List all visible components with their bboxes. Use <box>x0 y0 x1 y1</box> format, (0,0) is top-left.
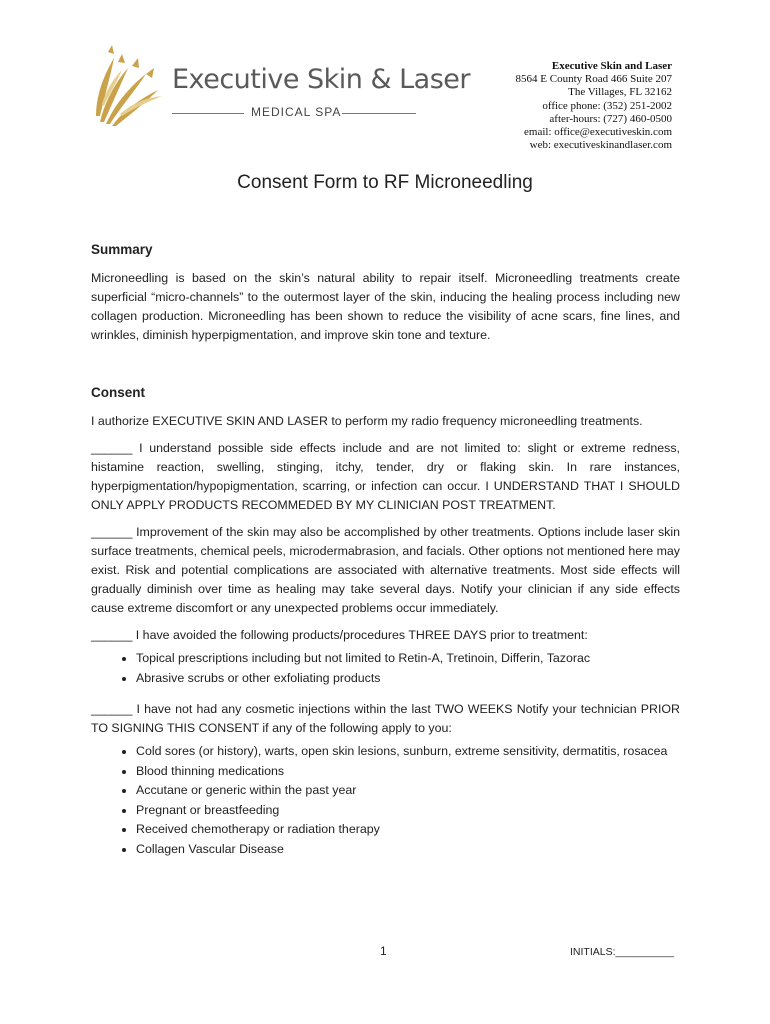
conditions-list <box>91 742 680 859</box>
document-title: Consent Form to RF Microneedling <box>237 172 533 193</box>
summary-paragraph: Microneedling is based on the skin’s natural ability to repair itself. Microneedling treatments create superficial “micro-channels” to the outermost layer of the skin, inducing the healing process including new collagen production. Microneedling has been shown to reduce the visibility of acne scars, fine lines, and wrinkles, diminish hyperpigmentation, and improve skin tone and texture. <box>91 271 680 342</box>
after-hours-phone: after-hours: (727) 460-0500 <box>549 112 672 125</box>
list-item: • Blood thinning medications <box>136 762 680 782</box>
office-phone: office phone: (352) 251-2002 <box>542 99 672 112</box>
website: web: executiveskinandlaser.com <box>529 139 672 152</box>
company-logo <box>92 44 471 128</box>
logo-divider-left <box>172 113 244 114</box>
initials-field[interactable]: INITIALS:__________ <box>570 946 674 958</box>
street-address: 8564 E County Road 466 Suite 207 <box>515 73 672 86</box>
list-item: • Topical prescriptions including but not limited to Retin-A, Tretinoin, Differin, Tazorac <box>136 649 680 669</box>
list-item: • Pregnant or breastfeeding <box>136 801 680 821</box>
consent-heading: Consent <box>91 385 145 400</box>
summary-heading: Summary <box>91 242 153 257</box>
business-name: Executive Skin and Laser <box>551 60 672 72</box>
authorize-statement: I authorize EXECUTIVE SKIN AND LASER to perform my radio frequency microneedling treatments. <box>91 414 643 428</box>
list-item: • Abrasive scrubs or other exfoliating products <box>136 669 680 689</box>
list-item: • Cold sores (or history), warts, open skin lesions, sunburn, extreme sensitivity, dermatitis, rosacea <box>136 742 680 762</box>
logo-brand-text: Executive Skin & Laser <box>172 64 471 95</box>
injections-statement: ______ I have not had any cosmetic injections within the last TWO WEEKS Notify your technician PRIOR TO SIGNING THIS CONSENT if any of the following apply to you: <box>91 702 680 735</box>
wheat-leaf-logo-icon <box>92 44 170 128</box>
list-item: • Accutane or generic within the past year <box>136 781 680 801</box>
city-state-zip: The Villages, FL 32162 <box>568 86 672 99</box>
contact-address-block <box>516 60 672 152</box>
document-body <box>91 240 680 863</box>
logo-divider-right <box>342 113 416 114</box>
avoided-products-list <box>91 649 680 688</box>
page-number: 1 <box>380 944 387 958</box>
avoided-products-statement: ______ I have avoided the following products/procedures THREE DAYS prior to treatment: <box>91 628 588 642</box>
list-item: • Collagen Vascular Disease <box>136 840 680 860</box>
side-effects-statement: ______ I understand possible side effects include and are not limited to: slight or extreme redness, histamine reaction, swelling, stinging, itchy, tender, dry or flaking skin. In rare instances, hyperpigmentation/hypopigmentation, scarring, or infection can occur. I UNDERSTAND THAT I SHOULD ONLY APPLY PRODUCTS RECOMMEDED BY MY CLINICIAN POST TREATMENT. <box>91 441 680 512</box>
email-address: email: office@executiveskin.com <box>524 126 672 139</box>
list-item: • Received chemotherapy or radiation therapy <box>136 820 680 840</box>
alternatives-statement: ______ Improvement of the skin may also be accomplished by other treatments. Options include laser skin surface treatments, chemical peels, microdermabrasion, and facials. Other options not mentioned here may exist. Risk and potential complications are associated with alternative treatments. Most side effects will gradually diminish over time as healing may take several days. Notify your clinician if any side effects cause extreme discomfort or any unexpected problems occur immediately. <box>91 525 680 615</box>
logo-tagline: MEDICAL SPA <box>251 105 342 119</box>
